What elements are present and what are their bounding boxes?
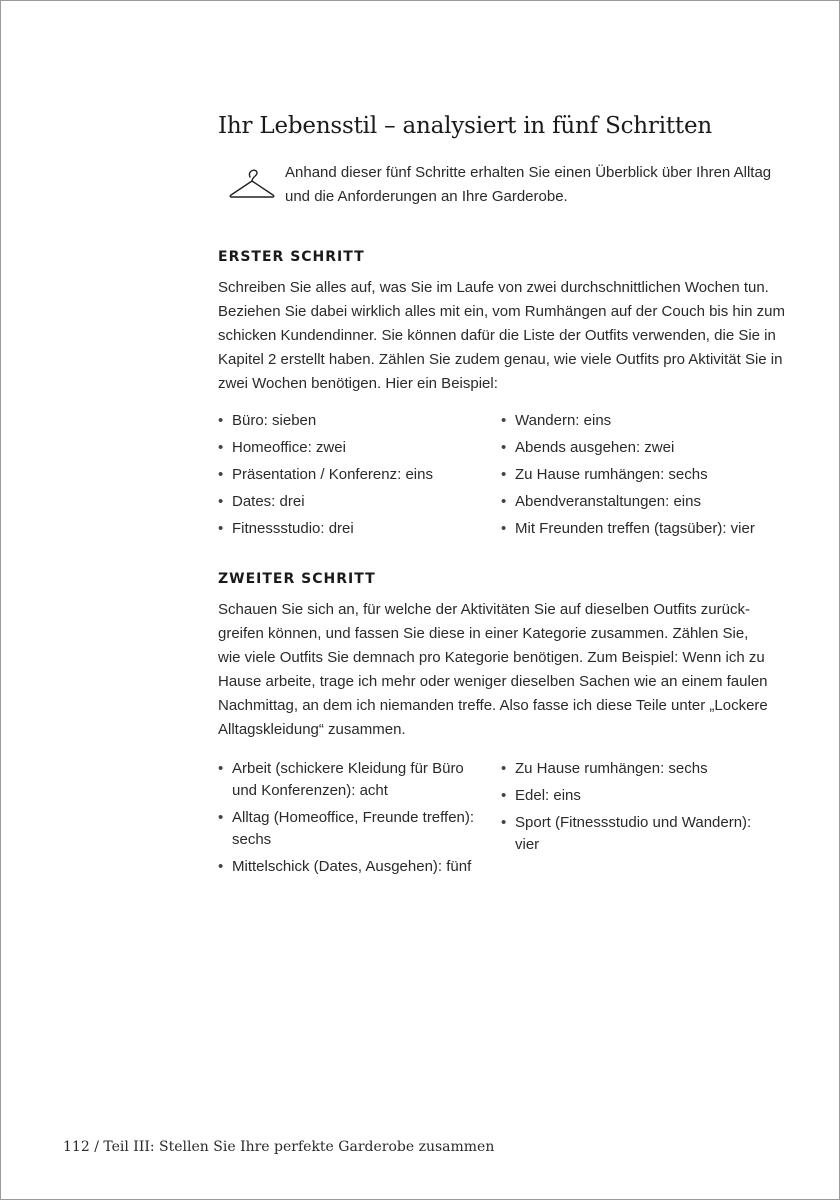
paragraph-line: Kapitel 2 erstellt haben. Zählen Sie zudem genau, wie viele Outfits pro Aktivität Sie in xyxy=(218,351,783,368)
list-item: • Mit Freunden treffen (tagsüber): vier xyxy=(501,518,791,545)
list-item xyxy=(501,758,791,780)
paragraph-line: Beziehen Sie dabei wirklich alles mit ein, vom Rumhängen auf der Couch bis hin zum xyxy=(218,303,785,320)
list-item xyxy=(501,785,791,807)
paragraph-line: wie viele Outfits Sie demnach pro Kategorie benötigen. Zum Beispiel: Wenn ich zu xyxy=(218,649,765,666)
step1-list-left xyxy=(218,410,488,545)
paragraph-line: Nachmittag, an dem ich niemanden treffe. Also fasse ich diese Teile unter „Lockere xyxy=(218,697,768,714)
step1-list-right xyxy=(501,410,791,545)
list-item-line: • Sport (Fitnessstudio und Wandern): xyxy=(515,814,752,831)
list-item: • Fitnessstudio: drei xyxy=(218,518,488,545)
list-item: • Abends ausgehen: zwei xyxy=(501,437,791,464)
list-item-line: sechs xyxy=(232,831,272,848)
paragraph-line: Alltagskleidung“ zusammen. xyxy=(218,721,406,738)
page-heading: Ihr Lebensstil – analysiert in fünf Schritten xyxy=(218,113,712,139)
list-item: • Abendveranstaltungen: eins xyxy=(501,491,791,518)
step2-paragraph xyxy=(218,598,778,742)
paragraph-line: Schreiben Sie alles auf, was Sie im Laufe von zwei durchschnittlichen Wochen tun. xyxy=(218,279,769,296)
hanger-icon xyxy=(229,167,275,203)
list-item: • Homeoffice: zwei xyxy=(218,437,488,464)
intro-line: und die Anforderungen an Ihre Garderobe. xyxy=(285,188,568,205)
list-item xyxy=(218,856,493,878)
list-item: • Dates: drei xyxy=(218,491,488,518)
page-number: 112 xyxy=(63,1139,90,1155)
list-item: • Zu Hause rumhängen: sechs xyxy=(501,464,791,491)
list-item-line: und Konferenzen): acht xyxy=(232,782,388,799)
step1-title: ERSTER SCHRITT xyxy=(218,249,365,265)
list-item xyxy=(501,812,791,856)
list-item-line: • Zu Hause rumhängen: sechs xyxy=(515,760,708,777)
step2-title: ZWEITER SCHRITT xyxy=(218,571,376,587)
list-item-line: vier xyxy=(515,836,540,853)
intro-line: Anhand dieser fünf Schritte erhalten Sie einen Überblick über Ihren Alltag xyxy=(285,164,772,181)
step2-list-left xyxy=(218,758,493,883)
step1-paragraph xyxy=(218,276,785,396)
paragraph-line: zwei Wochen benötigen. Hier ein Beispiel: xyxy=(218,375,498,392)
list-item xyxy=(218,807,493,851)
paragraph-line: Hause arbeite, trage ich mehr oder weniger dieselben Sachen wie an einem faulen xyxy=(218,673,768,690)
list-item xyxy=(218,758,493,802)
list-item: • Präsentation / Konferenz: eins xyxy=(218,464,488,491)
step2-list-right xyxy=(501,758,791,861)
footer-separator: / xyxy=(94,1139,99,1155)
list-item-line: • Mittelschick (Dates, Ausgehen): fünf xyxy=(232,858,472,875)
paragraph-line: Schauen Sie sich an, für welche der Aktivitäten Sie auf dieselben Outfits zurück- xyxy=(218,601,750,618)
list-item-line: • Edel: eins xyxy=(515,787,581,804)
page-footer xyxy=(63,1139,494,1155)
list-item-line: • Arbeit (schickere Kleidung für Büro xyxy=(232,760,464,777)
list-item-line: • Alltag (Homeoffice, Freunde treffen): xyxy=(232,809,475,826)
paragraph-line: schicken Kundendinner. Sie können dafür die Liste der Outfits verwenden, die Sie in xyxy=(218,327,776,344)
list-item: • Büro: sieben xyxy=(218,410,488,437)
footer-section: Teil III: Stellen Sie Ihre perfekte Garderobe zusammen xyxy=(103,1139,495,1155)
paragraph-line: greifen können, und fassen Sie diese in einer Kategorie zusammen. Zählen Sie, xyxy=(218,625,749,642)
list-item: • Wandern: eins xyxy=(501,410,791,437)
intro-text xyxy=(285,161,785,209)
